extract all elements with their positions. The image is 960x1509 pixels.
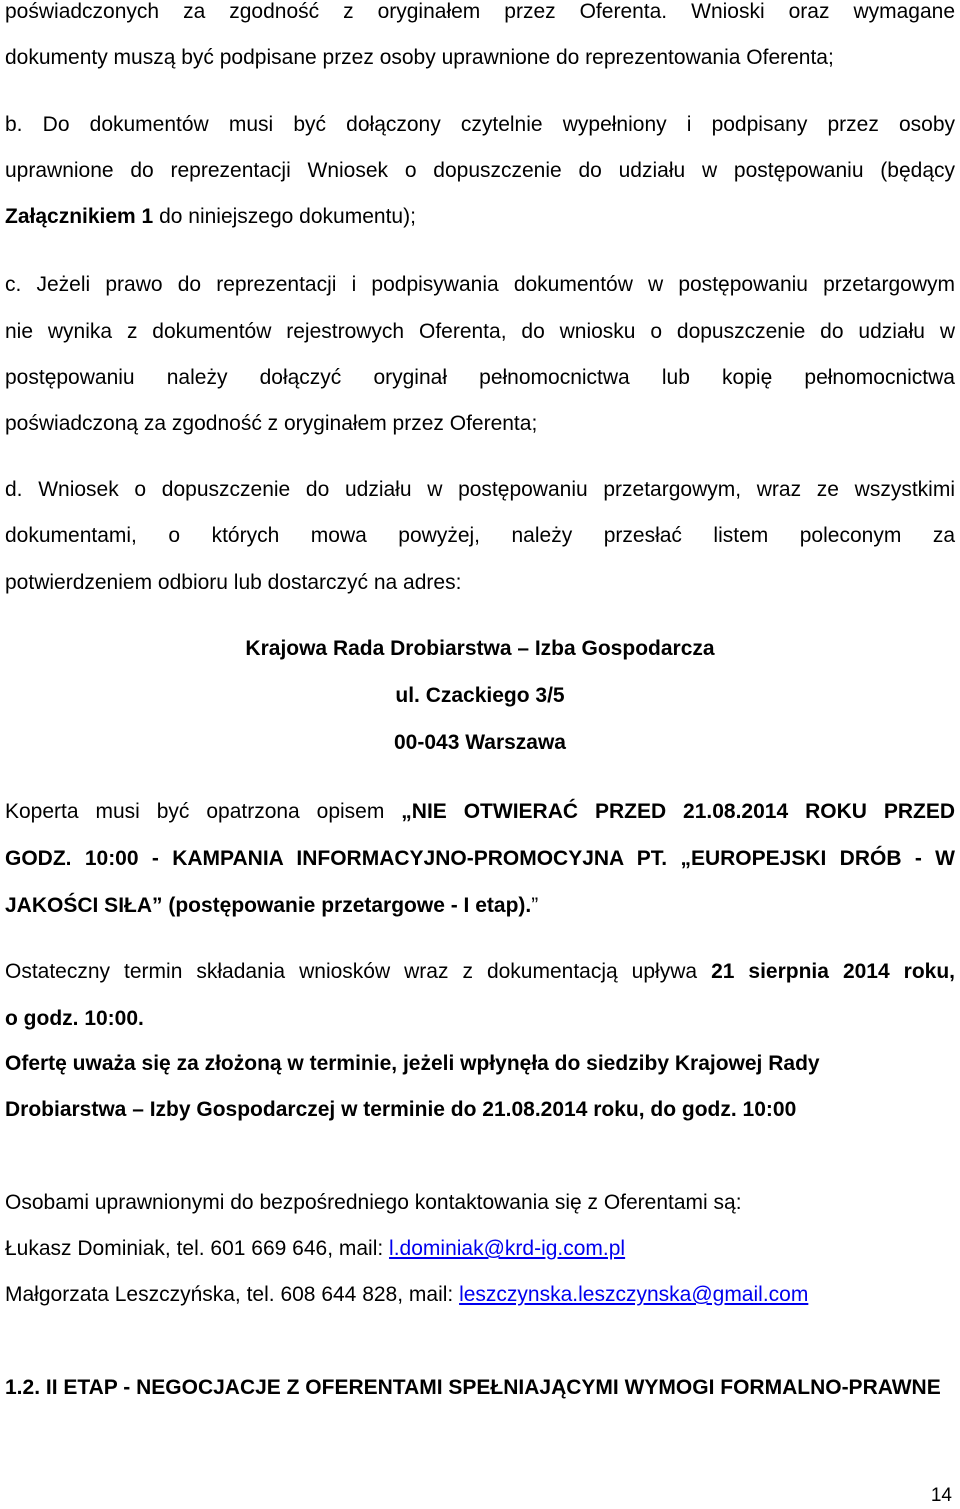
item-d-line-2: dokumentami, o których mowa powyżej, należy przesłać listem poleconym za — [5, 524, 955, 547]
deadline-time: o godz. 10:00. — [5, 1007, 144, 1030]
item-d-line-3: potwierdzeniem odbioru lub dostarczyć na adres: — [5, 571, 462, 594]
attachment-reference: Załącznikiem 1 — [5, 205, 154, 228]
closing-quote: ” — [531, 894, 539, 917]
address-city: 00-043 Warszawa — [394, 731, 566, 754]
contact-1-details: Łukasz Dominiak, tel. 601 669 646, mail: — [5, 1237, 390, 1260]
contact-1-email-link[interactable]: l.dominiak@krd-ig.com.pl — [389, 1237, 626, 1260]
address-street: ul. Czackiego 3/5 — [395, 684, 565, 707]
section-heading: 1.2. II ETAP - NEGOCJACJE Z OFERENTAMI SPEŁNIAJĄCYMI WYMOGI FORMALNO-PRAWNE — [5, 1376, 941, 1399]
address-name: Krajowa Rada Drobiarstwa – Izba Gospodarcza — [245, 637, 715, 660]
contact-person-1 — [5, 1234, 955, 1264]
deadline-intro: Ostateczny termin składania wniosków wraz z dokumentacją upływa — [5, 960, 712, 983]
received-line-1: Ofertę uważa się za złożoną w terminie, jeżeli wpłynęła do siedziby Krajowej Rady — [5, 1052, 820, 1075]
item-b-line-1: b. Do dokumentów musi być dołączony czytelnie wypełniony i podpisany przez osoby — [5, 113, 955, 136]
page-number: 14 — [930, 1485, 952, 1506]
envelope-label-end: JAKOŚCI SIŁA” (postępowanie przetargowe - I etap). — [5, 894, 532, 917]
item-c-line-4: poświadczoną za zgodność z oryginałem przez Oferenta; — [5, 412, 538, 435]
item-b-line-3 — [5, 202, 955, 232]
paragraph-top-line-2: dokumenty muszą być podpisane przez osoby uprawnione do reprezentowania Oferenta; — [5, 46, 834, 69]
item-c-line-1: c. Jeżeli prawo do reprezentacji i podpisywania dokumentów w postępowaniu przetargowym — [5, 273, 955, 296]
envelope-line-2: GODZ. 10:00 - KAMPANIA INFORMACYJNO-PROMOCYJNA PT. „EUROPEJSKI DRÓB - W — [5, 847, 955, 870]
item-c-line-3: postępowaniu należy dołączyć oryginał pełnomocnictwa lub kopię pełnomocnictwa — [5, 366, 955, 389]
contact-2-details: Małgorzata Leszczyńska, tel. 608 644 828, mail: — [5, 1283, 460, 1306]
contact-person-2 — [5, 1280, 955, 1310]
item-d-line-1: d. Wniosek o dopuszczenie do udziału w postępowaniu przetargowym, wraz ze wszystkimi — [5, 478, 955, 501]
envelope-label-start: „NIE OTWIERAĆ PRZED 21.08.2014 ROKU PRZED — [401, 800, 955, 823]
deadline-date: 21 sierpnia 2014 roku, — [711, 960, 955, 983]
paragraph-top-line-1: poświadczonych za zgodność z oryginałem przez Oferenta. Wnioski oraz wymagane — [5, 0, 955, 23]
envelope-line-3 — [5, 891, 955, 921]
envelope-line-1 — [5, 797, 955, 827]
item-b-line-3-rest: do niniejszego dokumentu); — [153, 205, 416, 228]
deadline-line-1 — [5, 957, 955, 987]
received-line-2: Drobiarstwa – Izby Gospodarczej w terminie do 21.08.2014 roku, do godz. 10:00 — [5, 1098, 797, 1121]
item-c-line-2: nie wynika z dokumentów rejestrowych Oferenta, do wniosku o dopuszczenie do udziału w — [5, 320, 955, 343]
contact-2-email-link[interactable]: leszczynska.leszczynska@gmail.com — [459, 1283, 809, 1306]
contacts-intro: Osobami uprawnionymi do bezpośredniego kontaktowania się z Oferentami są: — [5, 1191, 742, 1214]
item-b-line-2: uprawnione do reprezentacji Wniosek o dopuszczenie do udziału w postępowaniu (będący — [5, 159, 955, 182]
envelope-intro: Koperta musi być opatrzona opisem — [5, 800, 402, 823]
